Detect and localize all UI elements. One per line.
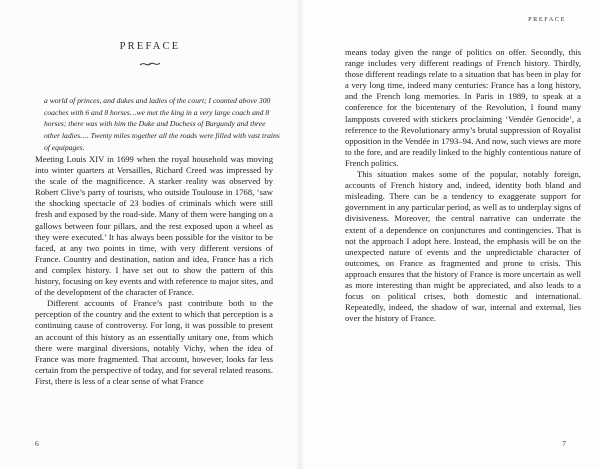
ornament-flourish [138,60,162,68]
right-page [300,0,600,469]
left-paragraph-1: Meeting Louis XIV in 1699 when the royal household was moving into winter quarters at Versailles, Richard Creed was impressed by the scale of the magnificence. A starker reality was observed by Robert Clive’s party of tourists, who outside Toulouse in 1768, ‘saw the shocking spectacle of 23 bodies of criminals which were still fresh and exposed by the road-side. Many of them were hanging on a gallows between four pillars, and the rest exposed upon a wheel as they were executed.’ It has always been possible for the visitor to be faced, at any two points in time, with very different versions of France. Country and destination, nation and idea, France has a rich and complex history. I have set out to show the pattern of this history, focusing on key events and with reference to major sites, and of the development of the character of France. [35,154,273,298]
right-body-text [345,47,581,324]
epigraph: a world of princes, and dukes and ladies of the court; I counted above 300 coaches with 6 and 8 horses…we met the king in a very large coach and 8 horses; there was with him the Duke and Duchess of Burgundy and three other ladies…. Twenty miles together all the roads were filled with vast trains of equipages. [44,96,280,152]
page-number-left: 6 [35,439,39,448]
chapter-title: PREFACE [119,41,181,52]
book-gutter [296,0,304,469]
page-number-right: 7 [562,439,566,448]
right-paragraph-1: means today given the range of politics on offer. Secondly, this range includes very different readings of French history. Thirdly, those different readings relate to a situation that has been in play for a very long time, indeed many centuries: France has a long history, and the French long memories. In Paris in 1989, to speak at a conference for the bicentenary of the Revolution, I found many lampposts covered with stickers proclaiming ‘Vendée Genocide’, a reference to the Revolutionary army’s brutal suppression of Royalist opposition in the Vendée in 1793–94. And now, such views are more to the fore, and are readily linked to the highly contentious nature of French politics. [345,47,581,168]
left-body-text [35,154,273,387]
left-paragraph-2: Different accounts of France’s past contribute both to the perception of the country and the extent to which that perception is a continuing cause of controversy. For long, it was possible to present an account of this history as an essentially unitary one, from which there were marginal diversions, notably Vichy, when the idea of France was more fragmented. That account, however, looks far less certain from the perspective of today, and for several related reasons. First, there is less of a clear sense of what France [35,298,273,386]
running-head: PREFACE [528,16,566,23]
right-paragraph-2: This situation makes some of the popular, notably foreign, accounts of French history and, indeed, identity both bland and misleading. There can be a tendency to exaggerate support for government in any particular period, as well as to underplay signs of divisiveness. Moreover, the central narrative can underrate the extent of a dependence on conjunctures and contingencies. That is not the approach I adopt here. Instead, the emphasis will be on the unexpected nature of events and the unpredictable character of outcomes, on France as fragmented and prone to crisis. This approach ensures that the history of France is more uncertain as well as more interesting than might be appreciated, and also leads to a focus on political crises, both domestic and international. Repeatedly, indeed, the shadow of war, internal and external, lies over the history of France. [345,169,582,324]
